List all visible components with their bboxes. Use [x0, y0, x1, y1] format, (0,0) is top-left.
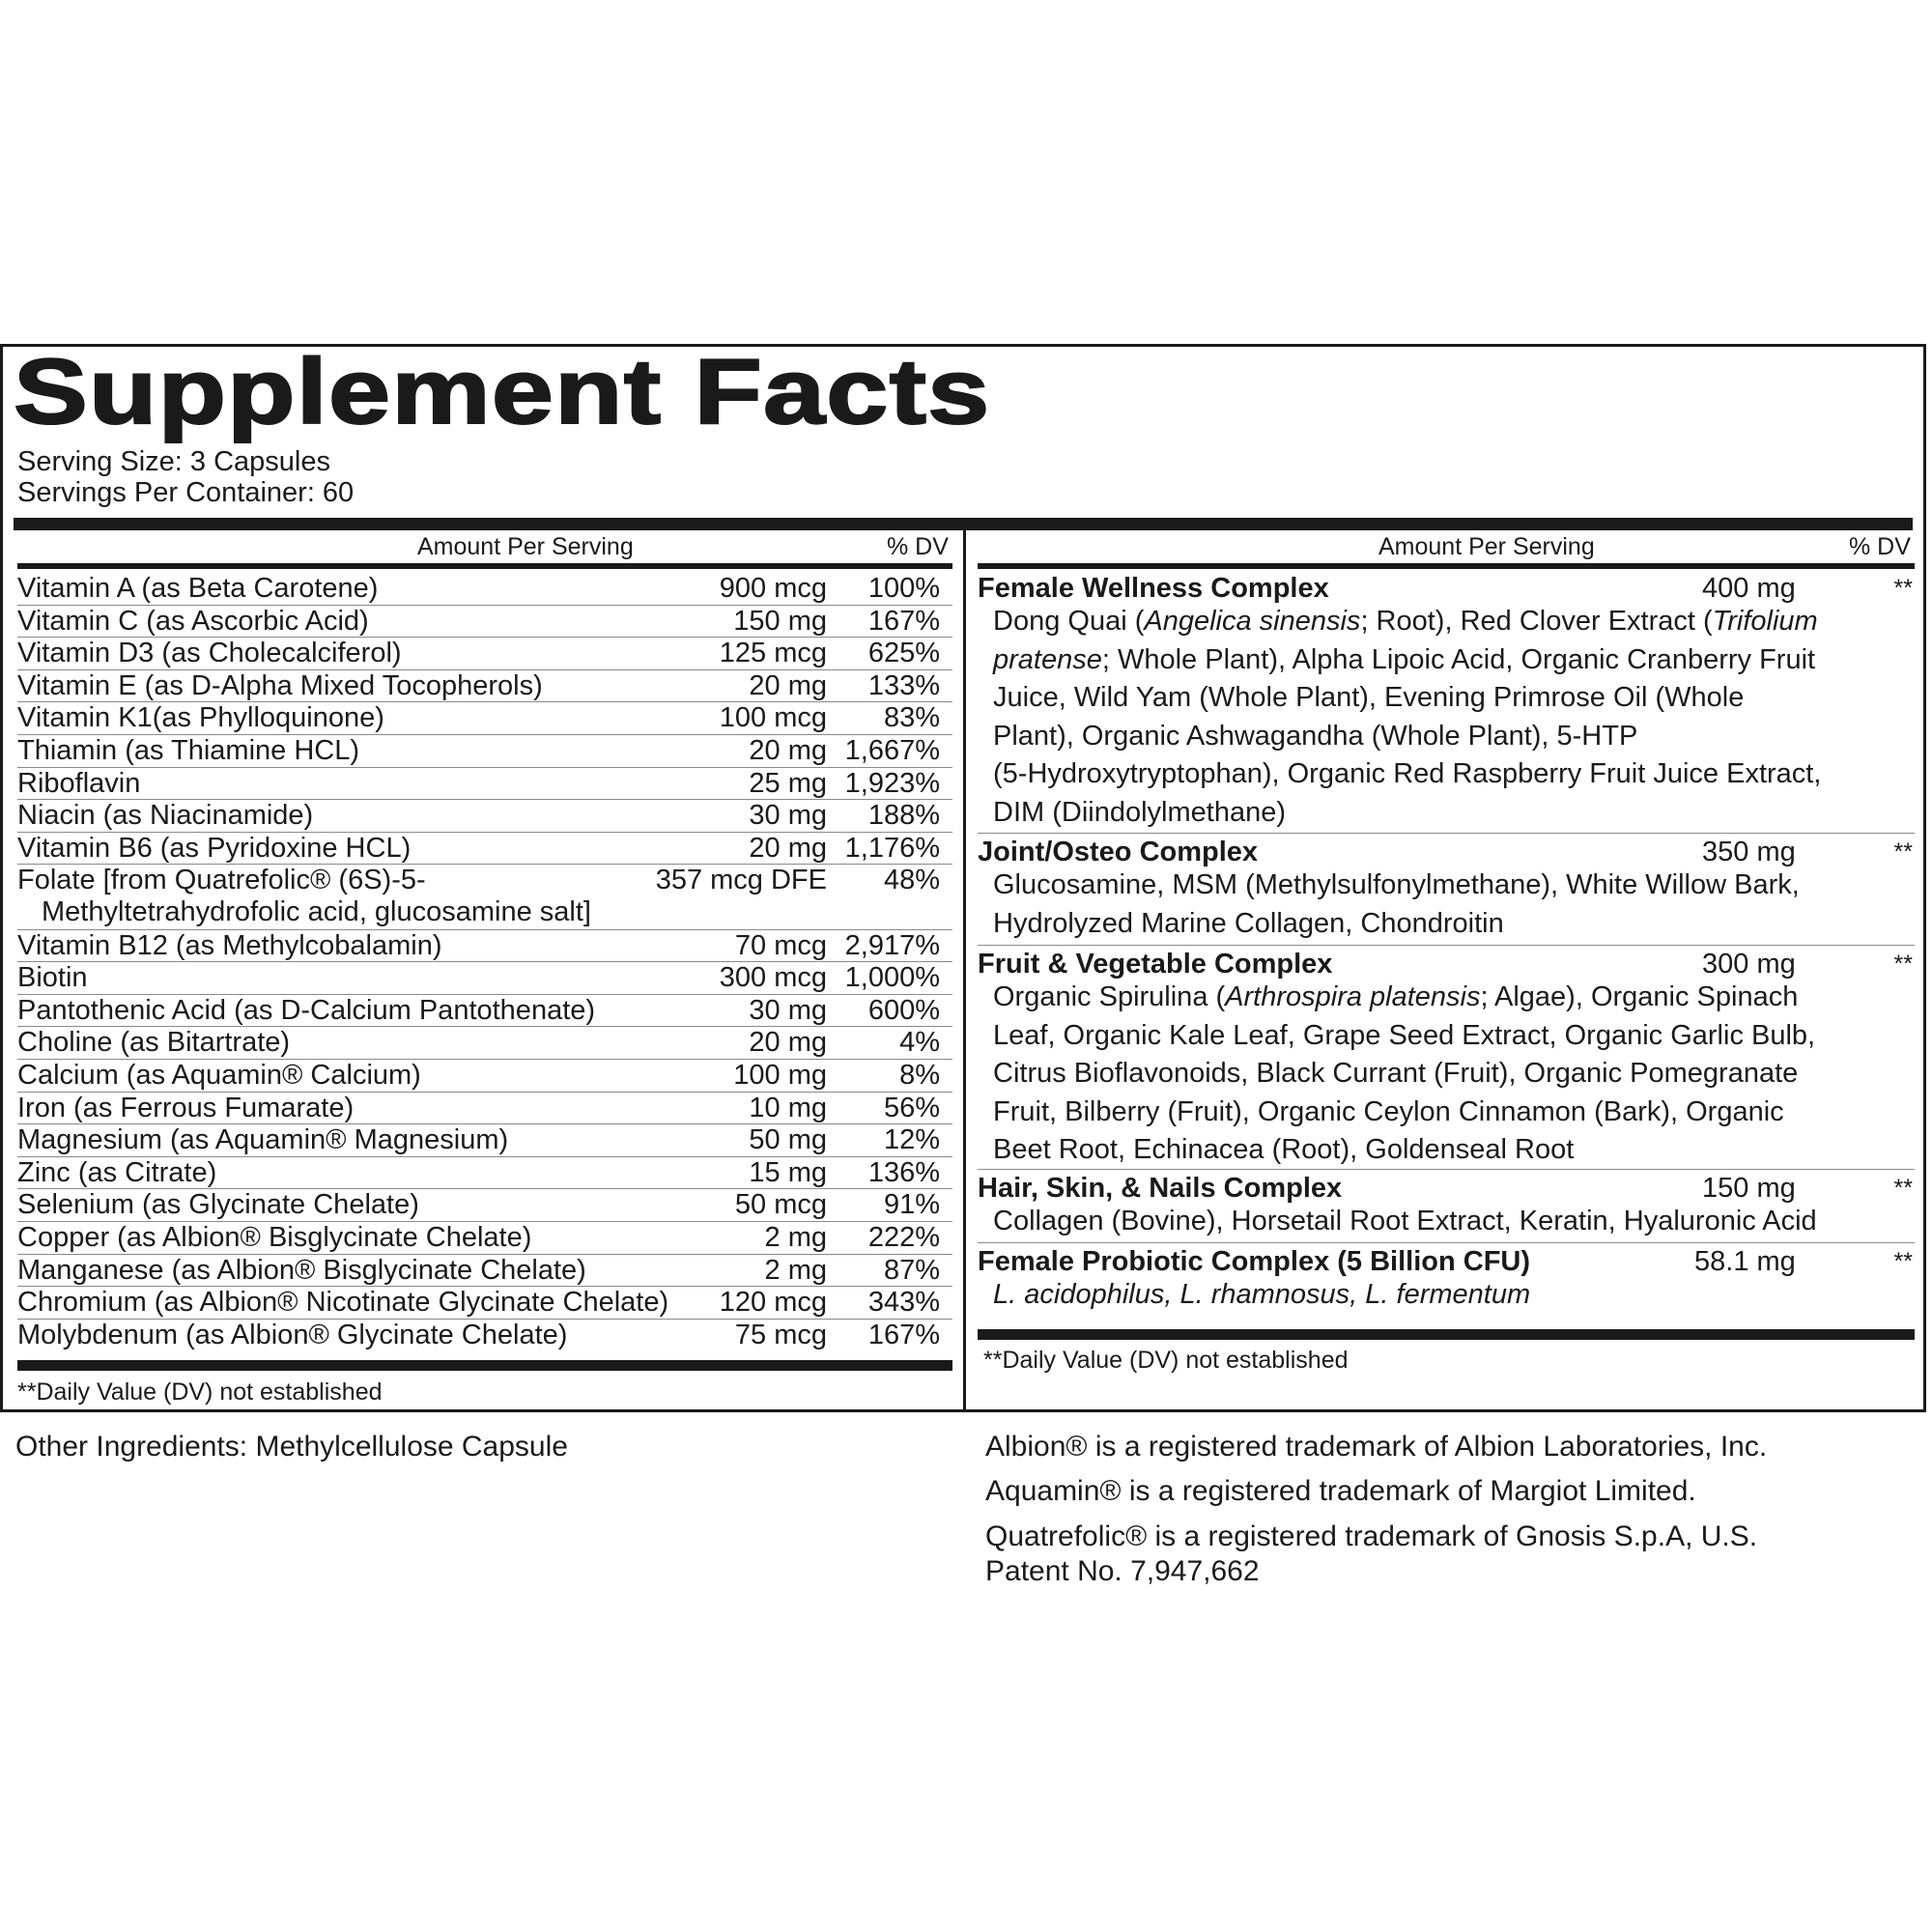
right-header-rule: [978, 563, 1915, 569]
nutrient-row: [17, 1255, 952, 1288]
complex-name: Hair, Skin, & Nails Complex: [978, 1173, 1343, 1204]
right-header-dv: % DV: [1849, 533, 1911, 560]
complex-ingredients-line: Juice, Wild Yam (Whole Plant), Evening Primrose Oil (Whole: [993, 682, 1745, 713]
nutrient-name: Manganese (as Albion® Bisglycinate Chelate): [17, 1254, 586, 1286]
complex-ingredients-line: DIM (Diindolylmethane): [993, 796, 1286, 828]
nutrient-amount: 30 mg: [749, 994, 827, 1026]
nutrient-amount: 357 mcg DFE: [655, 865, 827, 896]
complex-ingredients-line: Dong Quai (Angelica sinensis; Root), Red Clover Extract (Trifolium: [993, 606, 1818, 637]
nutrient-dv: 133%: [867, 669, 940, 701]
nutrient-name: Zinc (as Citrate): [17, 1156, 217, 1188]
nutrient-row: [17, 1027, 952, 1060]
nutrient-dv: 1,000%: [844, 962, 940, 994]
nutrient-dv: 167%: [867, 1319, 940, 1350]
nutrient-amount: 50 mg: [749, 1124, 827, 1156]
nutrient-name: Folate [from Quatrefolic® (6S)-5-: [17, 865, 426, 896]
servings-per-container: Servings Per Container: 60: [17, 477, 355, 508]
nutrient-dv: 56%: [883, 1092, 940, 1123]
complex-amount: 58.1 mg: [1694, 1246, 1796, 1277]
nutrient-row: [17, 702, 952, 735]
nutrient-amount: 50 mcg: [734, 1189, 827, 1221]
nutrient-amount: 120 mcg: [719, 1287, 827, 1319]
complex-ingredients-line: Organic Spirulina (Arthrospira platensis; Algae), Organic Spinach: [993, 981, 1799, 1012]
nutrient-name: Pantothenic Acid (as D-Calcium Pantothenate): [17, 994, 596, 1026]
nutrient-amount: 100 mcg: [719, 702, 827, 734]
nutrient-dv: 100%: [867, 573, 940, 604]
nutrient-dv: 136%: [867, 1156, 940, 1188]
nutrient-amount: 900 mcg: [719, 573, 827, 604]
nutrient-name: Copper (as Albion® Bisglycinate Chelate): [17, 1222, 532, 1253]
complex-dv: **: [1893, 838, 1913, 866]
nutrient-name: Choline (as Bitartrate): [17, 1027, 291, 1059]
nutrient-name: Biotin: [17, 962, 88, 994]
left-header-rule: [17, 563, 952, 569]
nutrient-amount: 20 mg: [749, 669, 827, 701]
nutrient-dv: 91%: [883, 1189, 940, 1221]
right-bottom-rule: [978, 1329, 1915, 1340]
nutrient-row: [17, 865, 952, 929]
complex-ingredients-line: Glucosamine, MSM (Methylsulfonylmethane), White Willow Bark,: [993, 869, 1800, 900]
complex-ingredients-line: Beet Root, Echinacea (Root), Goldenseal Root: [993, 1134, 1575, 1165]
complex-divider: [978, 1169, 1915, 1170]
left-header-dv: % DV: [887, 533, 949, 560]
nutrient-amount: 20 mg: [749, 832, 827, 864]
nutrient-dv: 600%: [867, 994, 940, 1026]
nutrient-row: [17, 930, 952, 963]
nutrient-row: [17, 573, 952, 606]
left-footnote: **Daily Value (DV) not established: [17, 1378, 383, 1406]
nutrient-row: [17, 670, 952, 703]
complex-name: Female Wellness Complex: [978, 573, 1329, 604]
nutrient-dv: 8%: [899, 1060, 940, 1091]
nutrient-dv: 1,923%: [844, 767, 940, 799]
complex-name: Female Probiotic Complex (5 Billion CFU): [978, 1246, 1531, 1277]
column-divider: [963, 529, 966, 1412]
nutrient-amount: 20 mg: [749, 1027, 827, 1059]
nutrient-row: [17, 1157, 952, 1190]
nutrient-dv: 4%: [899, 1027, 940, 1059]
nutrient-amount: 150 mg: [733, 605, 827, 637]
complex-amount: 300 mg: [1702, 949, 1796, 980]
nutrient-dv: 222%: [867, 1222, 940, 1253]
nutrient-row: [17, 1189, 952, 1222]
nutrient-name: Vitamin B6 (as Pyridoxine HCL): [17, 832, 412, 864]
nutrient-row: [17, 1060, 952, 1093]
nutrient-dv: 167%: [867, 605, 940, 637]
nutrient-amount: 300 mcg: [719, 962, 827, 994]
nutrient-dv: 188%: [867, 800, 940, 832]
nutrient-dv: 343%: [867, 1287, 940, 1319]
nutrient-row: [17, 962, 952, 995]
trademark-patent: Patent No. 7,947,662: [985, 1555, 1260, 1587]
nutrient-amount: 30 mg: [749, 800, 827, 832]
complex-divider: [978, 1242, 1915, 1243]
complex-divider: [978, 833, 1915, 834]
right-header-amount: Amount Per Serving: [1378, 533, 1595, 560]
nutrient-name: Magnesium (as Aquamin® Magnesium): [17, 1124, 509, 1156]
nutrient-dv: 1,176%: [844, 832, 940, 864]
nutrient-amount: 15 mg: [749, 1156, 827, 1188]
right-footnote: **Daily Value (DV) not established: [983, 1347, 1349, 1374]
nutrient-amount: 20 mg: [749, 735, 827, 766]
nutrient-amount: 125 mcg: [719, 638, 827, 669]
complex-ingredients-line: Leaf, Organic Kale Leaf, Grape Seed Extract, Organic Garlic Bulb,: [993, 1019, 1816, 1051]
nutrient-name: Vitamin K1(as Phylloquinone): [17, 702, 384, 734]
nutrient-name: Vitamin E (as D-Alpha Mixed Tocopherols): [17, 669, 543, 701]
page-title: Supplement Facts: [14, 340, 991, 443]
nutrient-name: Iron (as Ferrous Fumarate): [17, 1092, 355, 1123]
nutrient-name: Selenium (as Glycinate Chelate): [17, 1189, 419, 1221]
nutrient-dv: 1,667%: [844, 735, 940, 766]
complex-ingredients-line: (5-Hydroxytryptophan), Organic Red Raspberry Fruit Juice Extract,: [993, 758, 1822, 789]
nutrient-row: [17, 1124, 952, 1157]
trademark-quatrefolic: Quatrefolic® is a registered trademark of Gnosis S.p.A, U.S.: [985, 1520, 1758, 1552]
nutrient-dv: 48%: [883, 865, 940, 896]
nutrient-name: Calcium (as Aquamin® Calcium): [17, 1060, 421, 1091]
complex-name: Fruit & Vegetable Complex: [978, 949, 1333, 980]
nutrient-row: [17, 735, 952, 768]
complex-dv: **: [1893, 1248, 1913, 1275]
nutrient-amount: 75 mcg: [734, 1319, 827, 1350]
nutrient-row: [17, 800, 952, 833]
complex-amount: 400 mg: [1702, 573, 1796, 604]
nutrient-name-continued: Methyltetrahydrofolic acid, glucosamine salt]: [42, 896, 591, 928]
nutrient-row: [17, 768, 952, 801]
nutrient-amount: 70 mcg: [734, 929, 827, 961]
nutrient-dv: 83%: [883, 702, 940, 734]
left-bottom-rule: [17, 1360, 952, 1371]
nutrient-row: [17, 1222, 952, 1255]
left-header-amount: Amount Per Serving: [417, 533, 634, 560]
complex-ingredients-line: Plant), Organic Ashwagandha (Whole Plant), 5-HTP: [993, 720, 1638, 752]
nutrient-row: [17, 1320, 952, 1352]
nutrient-amount: 100 mg: [733, 1060, 827, 1091]
serving-size: Serving Size: 3 Capsules: [17, 446, 330, 477]
complex-ingredients-line: Citrus Bioflavonoids, Black Currant (Fruit), Organic Pomegranate: [993, 1058, 1799, 1089]
nutrient-name: Vitamin B12 (as Methylcobalamin): [17, 929, 442, 961]
nutrient-name: Vitamin C (as Ascorbic Acid): [17, 605, 369, 637]
complex-dv: **: [1893, 575, 1913, 602]
complex-divider: [978, 945, 1915, 946]
nutrient-name: Chromium (as Albion® Nicotinate Glycinate Chelate): [17, 1287, 669, 1319]
nutrient-name: Molybdenum (as Albion® Glycinate Chelate): [17, 1319, 568, 1350]
complex-ingredients-line: Collagen (Bovine), Horsetail Root Extract, Keratin, Hyaluronic Acid: [993, 1206, 1817, 1236]
complex-amount: 150 mg: [1702, 1173, 1796, 1204]
nutrient-row: [17, 1287, 952, 1320]
nutrient-amount: 10 mg: [749, 1092, 827, 1123]
nutrient-row: [17, 638, 952, 670]
nutrient-dv: 625%: [867, 638, 940, 669]
nutrient-name: Thiamin (as Thiamine HCL): [17, 735, 360, 766]
nutrient-row: [17, 606, 952, 639]
complex-name: Joint/Osteo Complex: [978, 837, 1259, 867]
trademark-albion: Albion® is a registered trademark of Albion Laboratories, Inc.: [985, 1431, 1768, 1463]
nutrient-name: Vitamin A (as Beta Carotene): [17, 573, 379, 604]
complex-ingredients-line: Hydrolyzed Marine Collagen, Chondroitin: [993, 907, 1504, 939]
nutrient-amount: 2 mg: [764, 1254, 827, 1286]
nutrient-amount: 25 mg: [749, 767, 827, 799]
trademark-aquamin: Aquamin® is a registered trademark of Margiot Limited.: [985, 1475, 1696, 1507]
nutrient-name: Vitamin D3 (as Cholecalciferol): [17, 638, 402, 669]
complex-ingredients-line: pratense; Whole Plant), Alpha Lipoic Acid, Organic Cranberry Fruit: [993, 643, 1816, 675]
nutrient-name: Niacin (as Niacinamide): [17, 800, 314, 832]
complex-dv: **: [1893, 951, 1913, 978]
nutrient-dv: 12%: [883, 1124, 940, 1156]
nutrient-name: Riboflavin: [17, 767, 141, 799]
nutrient-amount: 2 mg: [764, 1222, 827, 1253]
complex-dv: **: [1893, 1175, 1913, 1202]
nutrient-row: [17, 1093, 952, 1125]
nutrient-row: [17, 995, 952, 1028]
other-ingredients: Other Ingredients: Methylcellulose Capsule: [15, 1431, 568, 1463]
nutrient-dv: 2,917%: [844, 929, 940, 961]
nutrient-row: [17, 833, 952, 866]
complex-amount: 350 mg: [1702, 837, 1796, 867]
nutrient-dv: 87%: [883, 1254, 940, 1286]
complex-ingredients-line: L. acidophilus, L. rhamnosus, L. fermentum: [993, 1279, 1531, 1310]
complex-ingredients-line: Fruit, Bilberry (Fruit), Organic Ceylon Cinnamon (Bark), Organic: [993, 1095, 1784, 1127]
